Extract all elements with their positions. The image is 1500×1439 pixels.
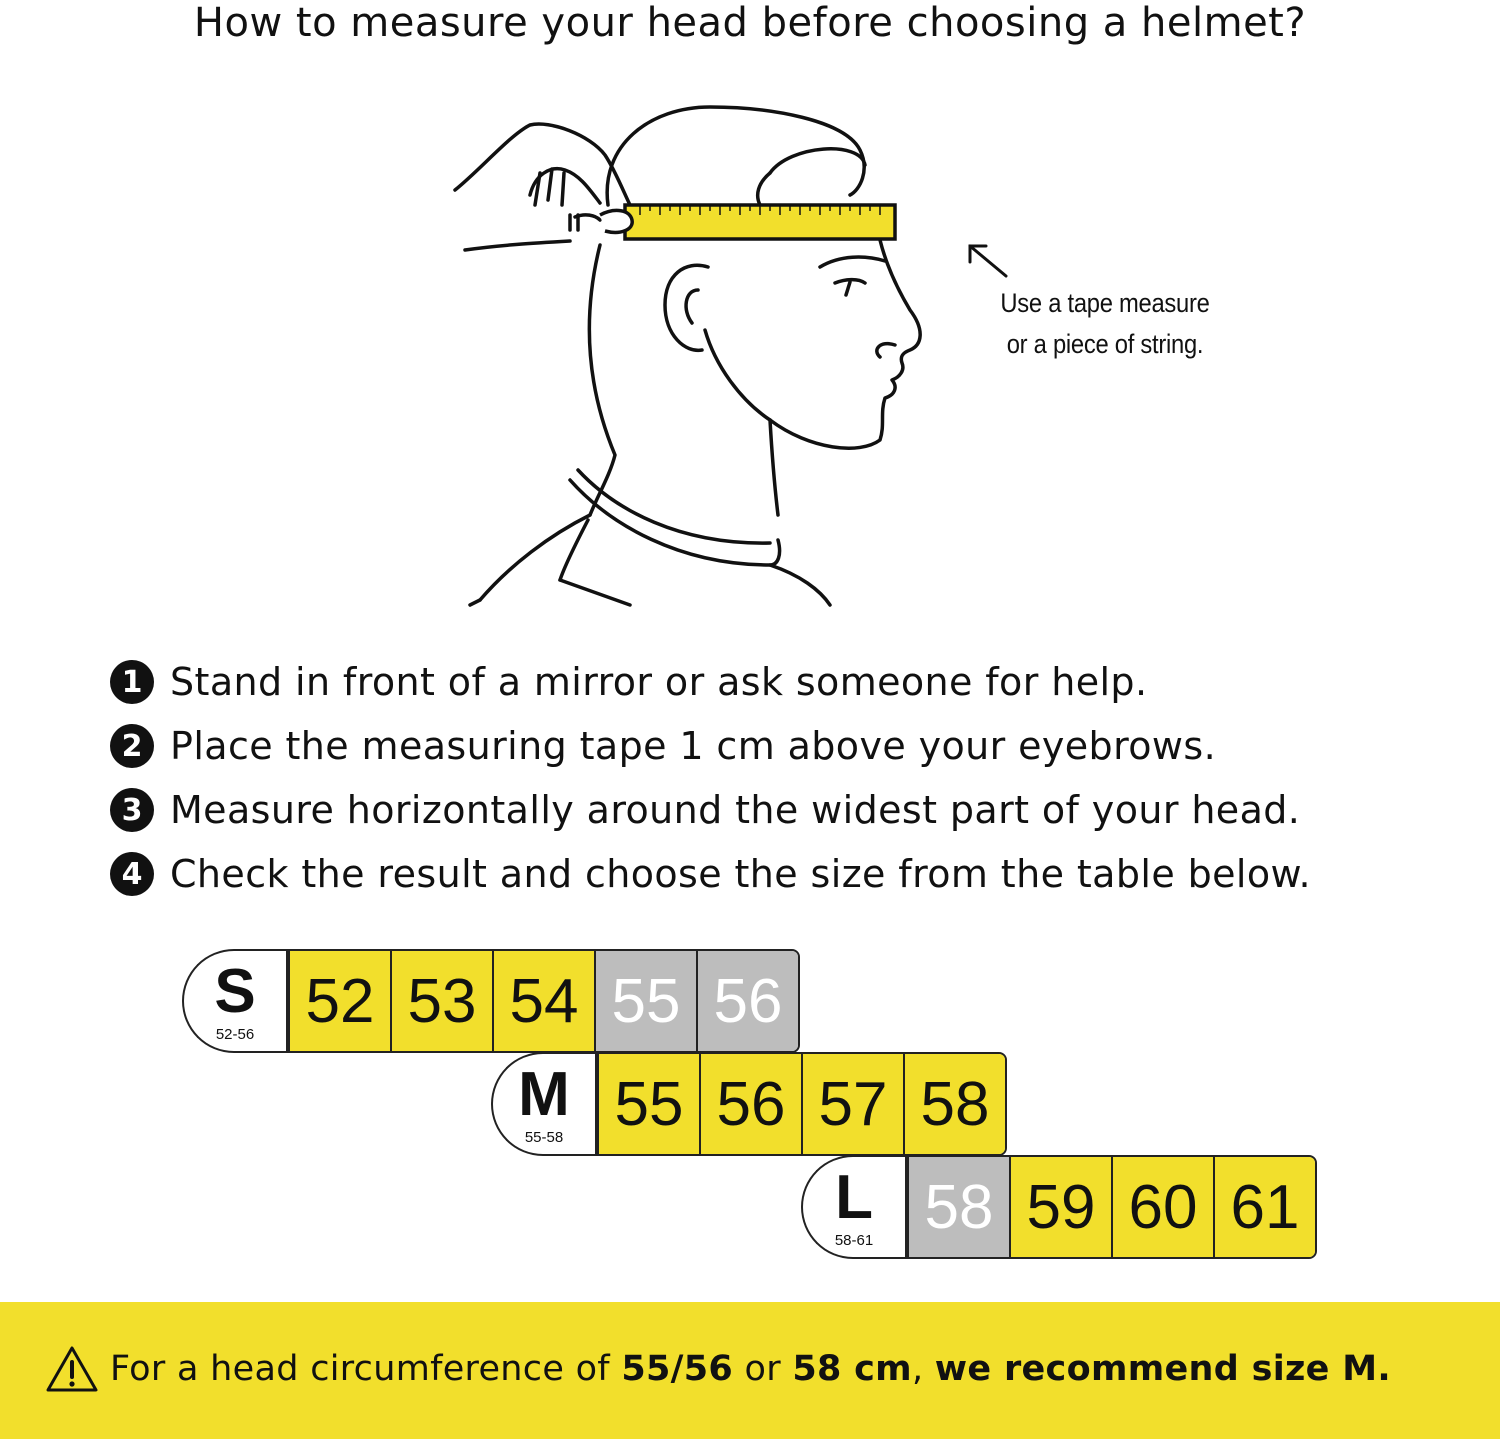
step-text: Check the result and choose the size from the table below.	[170, 852, 1311, 896]
step-4	[110, 842, 1430, 906]
size-label-cap	[801, 1155, 905, 1259]
size-row-m	[491, 1052, 1007, 1156]
callout-line-2: or a piece of string.	[1006, 329, 1204, 359]
banner-comma: ,	[911, 1349, 935, 1389]
size-cells	[286, 949, 800, 1053]
size-cell: 57	[801, 1054, 903, 1154]
banner-recommendation: we recommend size M.	[934, 1349, 1391, 1389]
recommendation-text	[110, 1346, 1391, 1392]
size-cell: 60	[1111, 1157, 1213, 1257]
size-cell: 53	[390, 951, 492, 1051]
size-cell: 54	[492, 951, 594, 1051]
page-title: How to measure your head before choosing a helmet?	[193, 0, 1307, 46]
step-2	[110, 714, 1430, 778]
arrow-icon	[960, 238, 1020, 288]
banner-middle: or	[733, 1349, 793, 1389]
instruction-steps	[110, 650, 1430, 906]
step-text: Measure horizontally around the widest part of your head.	[170, 788, 1301, 832]
size-cell-overlap: 58	[907, 1157, 1009, 1257]
size-range: 58-61	[834, 1232, 874, 1249]
banner-prefix: For a head circumference of	[110, 1349, 622, 1389]
size-range: 55-58	[524, 1129, 564, 1146]
tape-measure	[600, 205, 895, 239]
size-letter: L	[835, 1163, 873, 1232]
step-3	[110, 778, 1430, 842]
size-cell: 52	[288, 951, 390, 1051]
step-number-icon: 3	[110, 788, 154, 832]
size-label-cap	[182, 949, 286, 1053]
size-row-l	[801, 1155, 1317, 1259]
warning-icon	[44, 1344, 100, 1394]
size-letter: M	[518, 1060, 570, 1129]
size-letter: S	[214, 957, 256, 1026]
step-number-icon: 4	[110, 852, 154, 896]
size-label-cap	[491, 1052, 595, 1156]
step-number-icon: 2	[110, 724, 154, 768]
recommendation-banner	[0, 1302, 1500, 1439]
step-1	[110, 650, 1430, 714]
step-text: Stand in front of a mirror or ask someone for help.	[170, 660, 1148, 704]
size-cell: 55	[597, 1054, 699, 1154]
size-cells	[905, 1155, 1317, 1259]
callout-line-1: Use a tape measure	[1000, 288, 1210, 318]
size-cell: 58	[903, 1054, 1005, 1154]
size-cell-overlap: 56	[696, 951, 798, 1051]
head-measuring-illustration	[440, 95, 960, 610]
tape-callout	[977, 283, 1232, 365]
size-range: 52-56	[215, 1026, 255, 1043]
size-cells	[595, 1052, 1007, 1156]
size-cell: 56	[699, 1054, 801, 1154]
size-row-s	[182, 949, 800, 1053]
size-cell-overlap: 55	[594, 951, 696, 1051]
step-number-icon: 1	[110, 660, 154, 704]
step-text: Place the measuring tape 1 cm above your eyebrows.	[170, 724, 1217, 768]
banner-value-1: 55/56	[621, 1349, 734, 1389]
size-cell: 59	[1009, 1157, 1111, 1257]
size-cell: 61	[1213, 1157, 1315, 1257]
banner-value-2: 58 cm	[792, 1349, 912, 1389]
